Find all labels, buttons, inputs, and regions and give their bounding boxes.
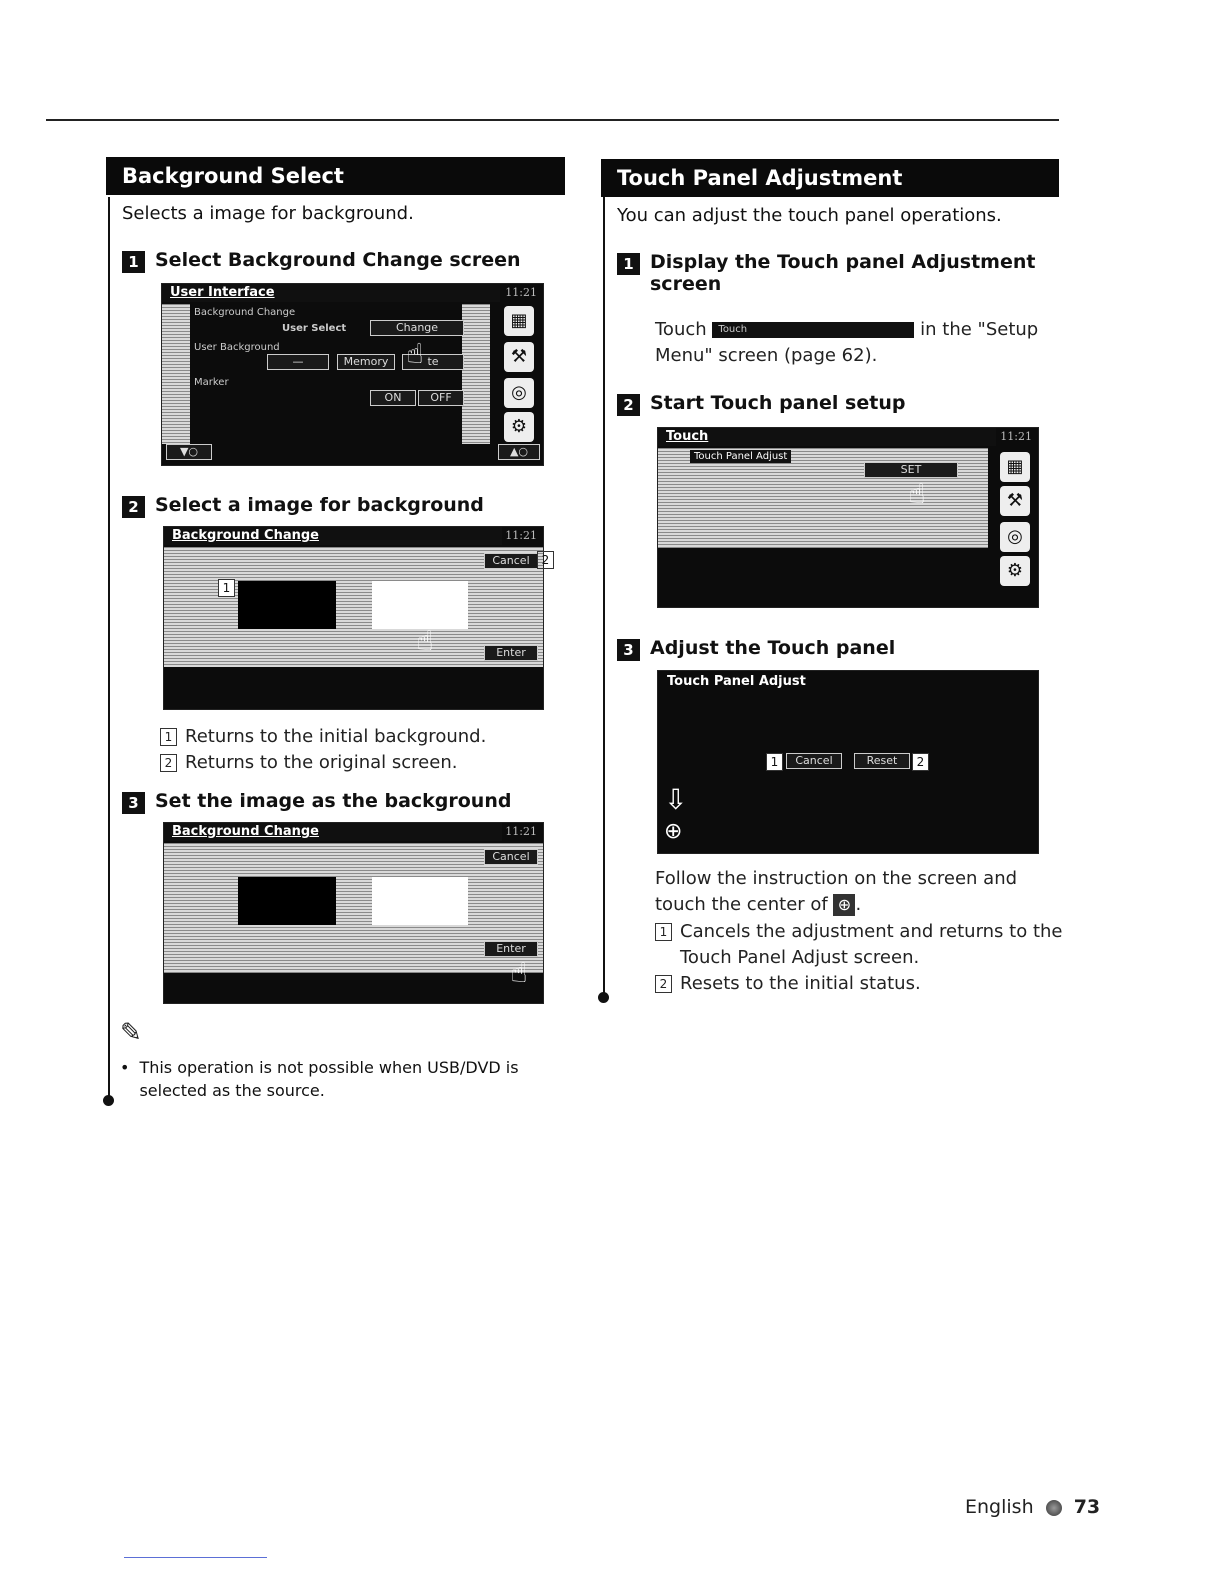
tools-icon[interactable]: ⚒ (1000, 486, 1030, 516)
right-step-3: 3 Adjust the Touch panel (617, 637, 895, 661)
wrench-icon[interactable]: ⚙ (504, 412, 534, 442)
background-select-section (106, 157, 565, 224)
page-number: 73 (1073, 1496, 1101, 1518)
screen-title: Touch Panel Adjust (667, 674, 806, 689)
left-step-1: 1 Select Background Change screen (122, 249, 521, 273)
left-guide-line (108, 197, 110, 1099)
on-button[interactable]: ON (370, 390, 416, 406)
set-button[interactable]: SET (864, 462, 958, 478)
list-item: 2 Returns to the original screen. (160, 750, 486, 776)
user-interface-screen (161, 283, 544, 466)
wrench-icon[interactable]: ⚙ (1000, 556, 1030, 586)
note-icon: ✎ (120, 1018, 142, 1048)
scroll-down-icon[interactable]: ▼○ (166, 444, 212, 460)
callout-1: 1 (766, 753, 783, 771)
cancel-button[interactable]: Cancel (484, 849, 538, 865)
touch-button[interactable]: Touch (712, 322, 914, 338)
memory-button[interactable]: Memory (337, 354, 395, 370)
crosshair-target-icon[interactable]: ⊕ (664, 819, 683, 844)
left-callout-list (160, 724, 486, 776)
pointing-hand-icon: ☝ (908, 477, 926, 510)
row-user-background: User Background (194, 342, 280, 353)
list-item: 1 Cancels the adjustment and returns to the Touch Panel Adjust screen. (655, 919, 1065, 971)
callout-2: 2 (912, 753, 929, 771)
row-user-select: User Select (282, 323, 347, 334)
image-thumbnail-black[interactable] (238, 581, 336, 629)
right-guide-dot (598, 992, 609, 1003)
screen-clock: 11:21 (505, 286, 537, 299)
change-button[interactable]: Change (370, 320, 464, 336)
note: • This operation is not possible when USB/DVD is selected as the source. (120, 1058, 519, 1100)
touch-panel-section (601, 159, 1059, 226)
row-marker: Marker (194, 377, 229, 388)
down-arrow-icon: ⇩ (664, 783, 688, 816)
globe-bullet-icon (1046, 1500, 1062, 1516)
adjust-instruction: Follow the instruction on the screen and touch the center of ⊕ . (655, 868, 1018, 915)
enter-button[interactable]: Enter (484, 941, 538, 957)
pointing-hand-icon: ☝ (510, 956, 528, 989)
screen-clock: 11:21 (1000, 430, 1032, 443)
left-guide-dot (103, 1095, 114, 1106)
row-touch-panel-adjust: Touch Panel Adjust (690, 450, 791, 463)
image-thumbnail-white[interactable] (372, 581, 468, 629)
crosshair-icon: ⊕ (833, 894, 855, 916)
step1-instruction: Touch Touch in the "Setup Menu" screen (page 62). (655, 319, 1039, 366)
pointing-hand-icon: ☝ (416, 624, 434, 657)
row-background-change: Background Change (194, 307, 296, 318)
slider-button[interactable]: — (267, 354, 329, 370)
globe-icon[interactable]: ◎ (1000, 522, 1030, 552)
enter-button[interactable]: Enter (484, 645, 538, 661)
top-rule (46, 119, 1059, 121)
footer-language: English (965, 1496, 1034, 1518)
right-step-2: 2 Start Touch panel setup (617, 392, 905, 416)
bottom-rule (124, 1557, 267, 1558)
screen-clock: 11:21 (505, 529, 537, 542)
callout-1: 1 (218, 579, 235, 597)
menu-icon[interactable]: ▦ (1000, 452, 1030, 482)
menu-icon[interactable]: ▦ (504, 306, 534, 336)
off-button[interactable]: OFF (418, 390, 464, 406)
touch-setup-screen (657, 427, 1039, 608)
section-header: Background Select (106, 157, 565, 195)
scroll-up-icon[interactable]: ▲○ (498, 444, 540, 460)
screen-clock: 11:21 (505, 825, 537, 838)
background-set-screen (163, 822, 544, 1004)
cancel-button[interactable]: Cancel (786, 753, 842, 769)
image-thumbnail-white[interactable] (372, 877, 468, 925)
left-step-3: 3 Set the image as the background (122, 790, 511, 814)
right-step-1: 1 Display the Touch panel Adjustment screen (617, 251, 1037, 295)
page-footer (965, 1496, 1100, 1518)
screen-title: Background Change (164, 823, 502, 841)
right-callout-list (655, 919, 1065, 997)
section-lead: You can adjust the touch panel operations. (617, 205, 1002, 226)
list-item: 1 Returns to the initial background. (160, 724, 486, 750)
section-lead: Selects a image for background. (122, 203, 414, 224)
section-header: Touch Panel Adjustment (601, 159, 1059, 197)
reset-button[interactable]: Reset (854, 753, 910, 769)
right-guide-line (603, 197, 605, 997)
screen-title: User Interface (162, 284, 500, 302)
screen-title: Touch (658, 428, 996, 446)
delete-button[interactable]: te (402, 354, 464, 370)
callout-2: 2 (537, 551, 554, 569)
image-thumbnail-black[interactable] (238, 877, 336, 925)
globe-icon[interactable]: ◎ (504, 378, 534, 408)
tools-icon[interactable]: ⚒ (504, 342, 534, 372)
touch-panel-adjust-screen (657, 670, 1039, 854)
list-item: 2 Resets to the initial status. (655, 971, 1065, 997)
pointing-hand-icon: ☝ (406, 337, 424, 370)
screen-title: Background Change (164, 527, 502, 545)
cancel-button[interactable]: Cancel (484, 553, 538, 569)
background-change-screen (163, 526, 544, 710)
left-step-2: 2 Select a image for background (122, 494, 484, 518)
